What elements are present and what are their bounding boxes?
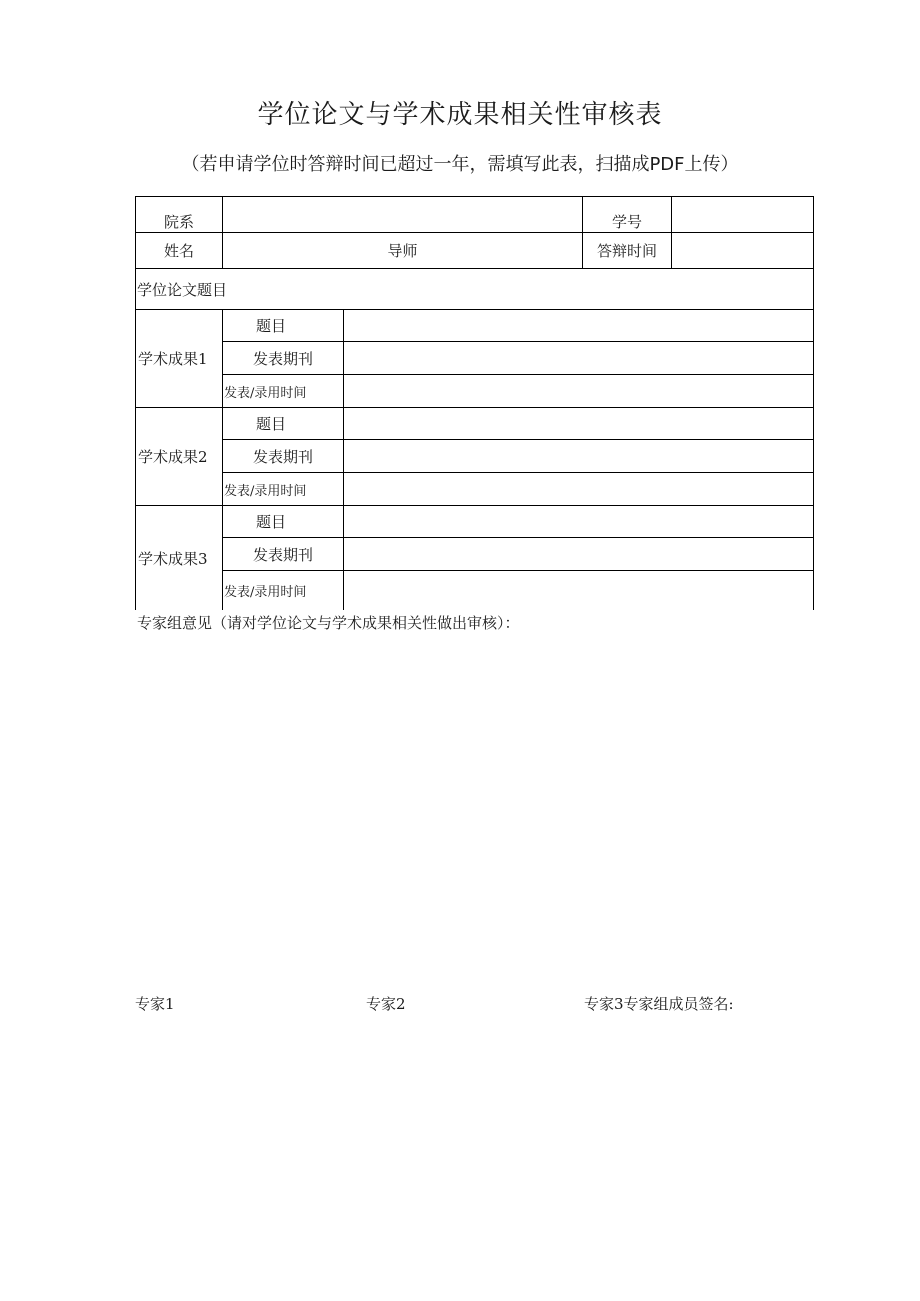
achievement-1-date-field[interactable] xyxy=(344,375,813,407)
expert-2-signature: 专家2 xyxy=(366,995,406,1013)
achievement-2-label: 学术成果2 xyxy=(138,448,208,466)
page-subtitle: （若申请学位时答辩时间已超过一年，需填写此表，扫描成PDF上传） xyxy=(181,154,739,175)
achievement-2-date-field[interactable] xyxy=(344,473,813,505)
advisor-label: 导师 xyxy=(387,242,418,260)
page-title: 学位论文与学术成果相关性审核表 xyxy=(257,100,663,130)
achievement-2-title-field[interactable] xyxy=(344,408,813,439)
achievement-3-title-label: 题目 xyxy=(255,513,286,531)
thesis-title-label: 学位论文题目 xyxy=(137,280,228,299)
achievement-2-journal-field[interactable] xyxy=(344,440,813,472)
defense-time-label: 答辩时间 xyxy=(596,242,657,260)
achievement-1-journal-label: 发表期刊 xyxy=(252,349,313,368)
achievement-1-journal-field[interactable] xyxy=(344,342,813,374)
name-label: 姓名 xyxy=(163,242,194,260)
achievement-2-title-label: 题目 xyxy=(255,415,286,433)
expert-opinion-area[interactable] xyxy=(137,640,813,970)
achievement-3-title-field[interactable] xyxy=(344,506,813,537)
achievement-1-title-field[interactable] xyxy=(344,310,813,341)
achievement-3-date-label: 发表/录用时间 xyxy=(224,584,307,600)
student-id-field[interactable] xyxy=(672,197,813,232)
achievement-1-date-label: 发表/录用时间 xyxy=(224,385,307,401)
achievement-2-date-label: 发表/录用时间 xyxy=(224,483,307,499)
defense-time-field[interactable] xyxy=(672,233,813,268)
department-field[interactable] xyxy=(223,197,582,232)
department-label: 院系 xyxy=(163,212,194,231)
student-id-label: 学号 xyxy=(611,212,642,231)
achievement-3-label: 学术成果3 xyxy=(138,549,208,568)
expert-3-signature: 专家3专家组成员签名: xyxy=(584,995,734,1013)
achievement-1-title-label: 题目 xyxy=(255,317,286,335)
achievement-3-date-field[interactable] xyxy=(344,571,813,610)
achievement-3-journal-field[interactable] xyxy=(344,538,813,570)
expert-opinion-label: 专家组意见（请对学位论文与学术成果相关性做出审核）： xyxy=(137,614,520,632)
achievement-3-journal-label: 发表期刊 xyxy=(252,545,313,564)
achievement-1-label: 学术成果1 xyxy=(138,350,208,368)
achievement-2-journal-label: 发表期刊 xyxy=(252,447,313,466)
expert-1-signature: 专家1 xyxy=(135,995,175,1013)
